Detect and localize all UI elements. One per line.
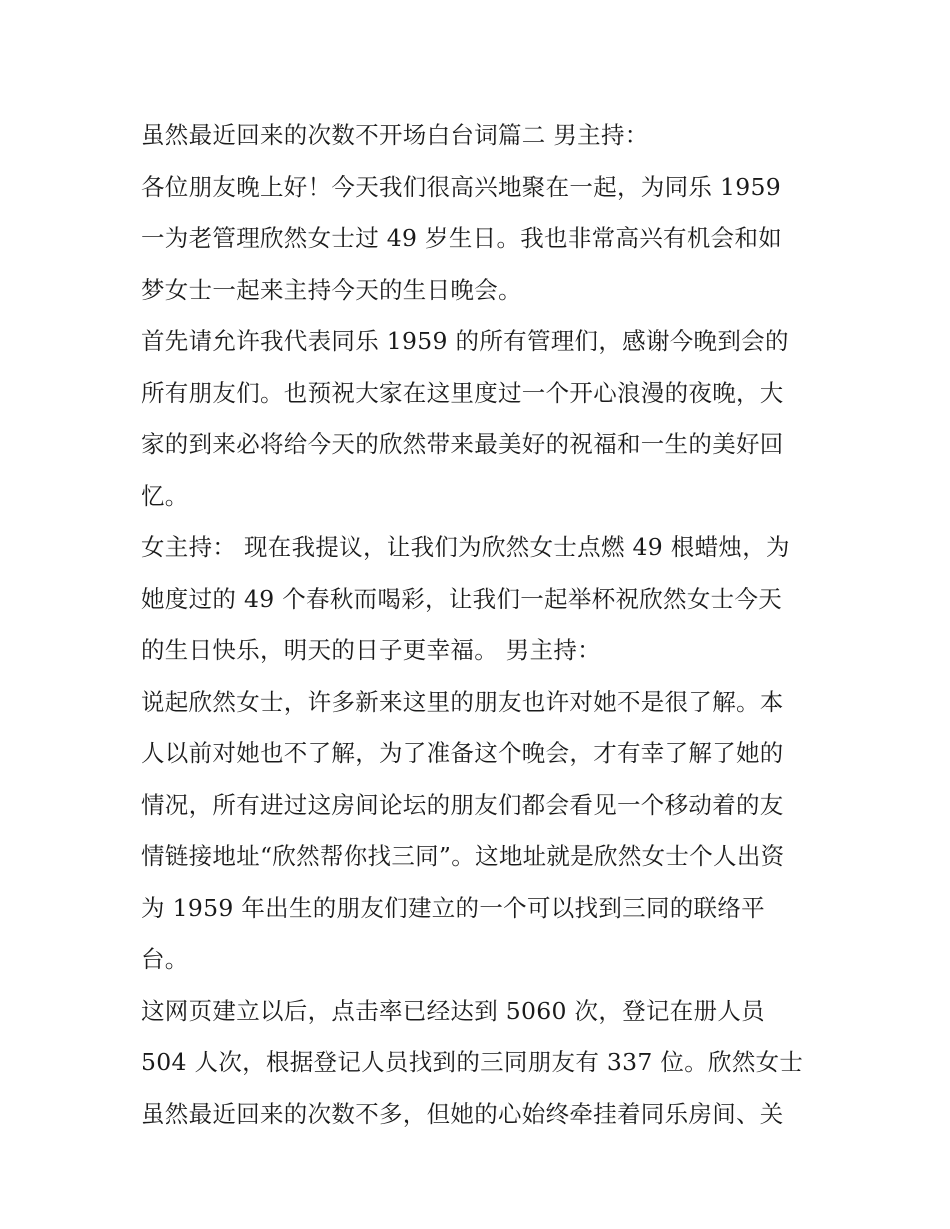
text-line: 504 人次，根据登记人员找到的三同朋友有 337 位。欣然女士 — [141, 1048, 804, 1076]
document-body — [141, 110, 821, 1140]
text-line: 的生日快乐，明天的日子更幸福。 男主持： — [141, 636, 601, 664]
text-line: 梦女士一起来主持今天的生日晚会。 — [141, 275, 522, 304]
text-line: 她度过的 49 个春秋而喝彩，让我们一起举杯祝欣然女士今天 — [141, 584, 783, 613]
text-line: 说起欣然女士，许多新来这里的朋友也许对她不是很了解。本 — [141, 687, 784, 716]
text-line: 女主持： 现在我提议，让我们为欣然女士点燃 49 根蜡烛，为 — [141, 533, 790, 561]
text-line: 这网页建立以后，点击率已经达到 5060 次，登记在册人员 — [141, 996, 765, 1025]
text-line: 台。 — [141, 945, 189, 973]
text-line: 情况，所有进过这房间论坛的朋友们都会看见一个移动着的友 — [141, 790, 784, 819]
text-line: 首先请允许我代表同乐 1959 的所有管理们，感谢今晚到会的 — [141, 327, 789, 355]
text-line: 家的到来必将给今天的欣然带来最美好的祝福和一生的美好回 — [141, 430, 784, 458]
text-line: 虽然最近回来的次数不开场白台词篇二 男主持： — [141, 121, 649, 149]
text-line: 为 1959 年出生的朋友们建立的一个可以找到三同的联络平 — [141, 893, 765, 922]
text-line: 一为老管理欣然女士过 49 岁生日。我也非常高兴有机会和如 — [141, 224, 783, 252]
text-line: 忆。 — [141, 481, 189, 510]
text-line: 人以前对她也不了解，为了准备这个晚会，才有幸了解了她的 — [141, 739, 784, 767]
text-line: 所有朋友们。也预祝大家在这里度过一个开心浪漫的夜晚，大 — [141, 378, 784, 407]
text-line: 虽然最近回来的次数不多，但她的心始终牵挂着同乐房间、关 — [141, 1099, 784, 1128]
text-line: 各位朋友晚上好！今天我们很高兴地聚在一起，为同乐 1959 — [141, 172, 781, 201]
text-line: 情链接地址“欣然帮你找三同”。这地址就是欣然女士个人出资 — [141, 842, 785, 870]
